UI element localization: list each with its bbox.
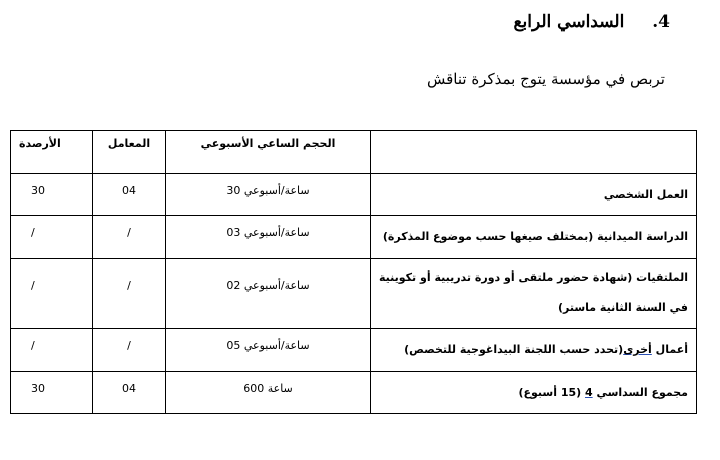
header-module xyxy=(371,131,697,174)
table-row xyxy=(11,216,697,259)
coefficient-cell: / xyxy=(93,216,166,259)
label-part: (15 أسبوع) xyxy=(518,386,585,399)
volume-cell: 03 ساعة/أسبوعي xyxy=(166,216,371,259)
table-header-row xyxy=(11,131,697,174)
module-label-cell: العمل الشخصي xyxy=(371,174,697,216)
credits-cell: 30 xyxy=(11,174,93,216)
table-row xyxy=(11,259,697,329)
module-label-cell xyxy=(371,372,697,414)
table-row xyxy=(11,329,697,372)
table-row xyxy=(11,174,697,216)
header-weekly-volume: الحجم الساعي الأسبوعي xyxy=(166,131,371,174)
label-part-underlined: 4 xyxy=(584,386,593,399)
credits-cell: / xyxy=(11,329,93,372)
volume-cell: 30 ساعة/أسبوعي xyxy=(166,174,371,216)
label-part: أعمال xyxy=(651,343,688,356)
coefficient-cell: / xyxy=(93,329,166,372)
label-part: (تحدد حسب اللجنة البيداغوجية للتخصص) xyxy=(404,343,624,356)
credits-cell: 30 xyxy=(11,372,93,414)
module-label-cell xyxy=(371,329,697,372)
label-part: مجموع السداسي xyxy=(592,386,688,399)
semester-table xyxy=(10,130,697,414)
volume-cell: 02 ساعة/أسبوعي xyxy=(166,259,371,329)
coefficient-cell: 04 xyxy=(93,372,166,414)
section-subtitle: تربص في مؤسسة يتوج بمذكرة تناقش xyxy=(427,70,665,88)
volume-cell: 05 ساعة/أسبوعي xyxy=(166,329,371,372)
credits-cell: / xyxy=(11,259,93,329)
header-coefficient: المعامل xyxy=(93,131,166,174)
label-part-underlined: أخرى xyxy=(623,343,652,356)
section-number: 4. xyxy=(652,12,670,32)
table-row-total xyxy=(11,372,697,414)
credits-cell: / xyxy=(11,216,93,259)
section-title: السداسي الرابع xyxy=(513,12,625,32)
volume-cell: 600 ساعة xyxy=(166,372,371,414)
module-label-cell: الملتقيات (شهادة حضور ملتقى أو دورة تدريبية أو تكوينية في السنة الثانية ماستر) xyxy=(371,259,697,329)
coefficient-cell: 04 xyxy=(93,174,166,216)
section-heading xyxy=(513,12,670,32)
header-credits: الأرصدة xyxy=(11,131,93,174)
module-label-cell: الدراسة الميدانية (بمختلف صيغها حسب موضوع المذكرة) xyxy=(371,216,697,259)
coefficient-cell: / xyxy=(93,259,166,329)
